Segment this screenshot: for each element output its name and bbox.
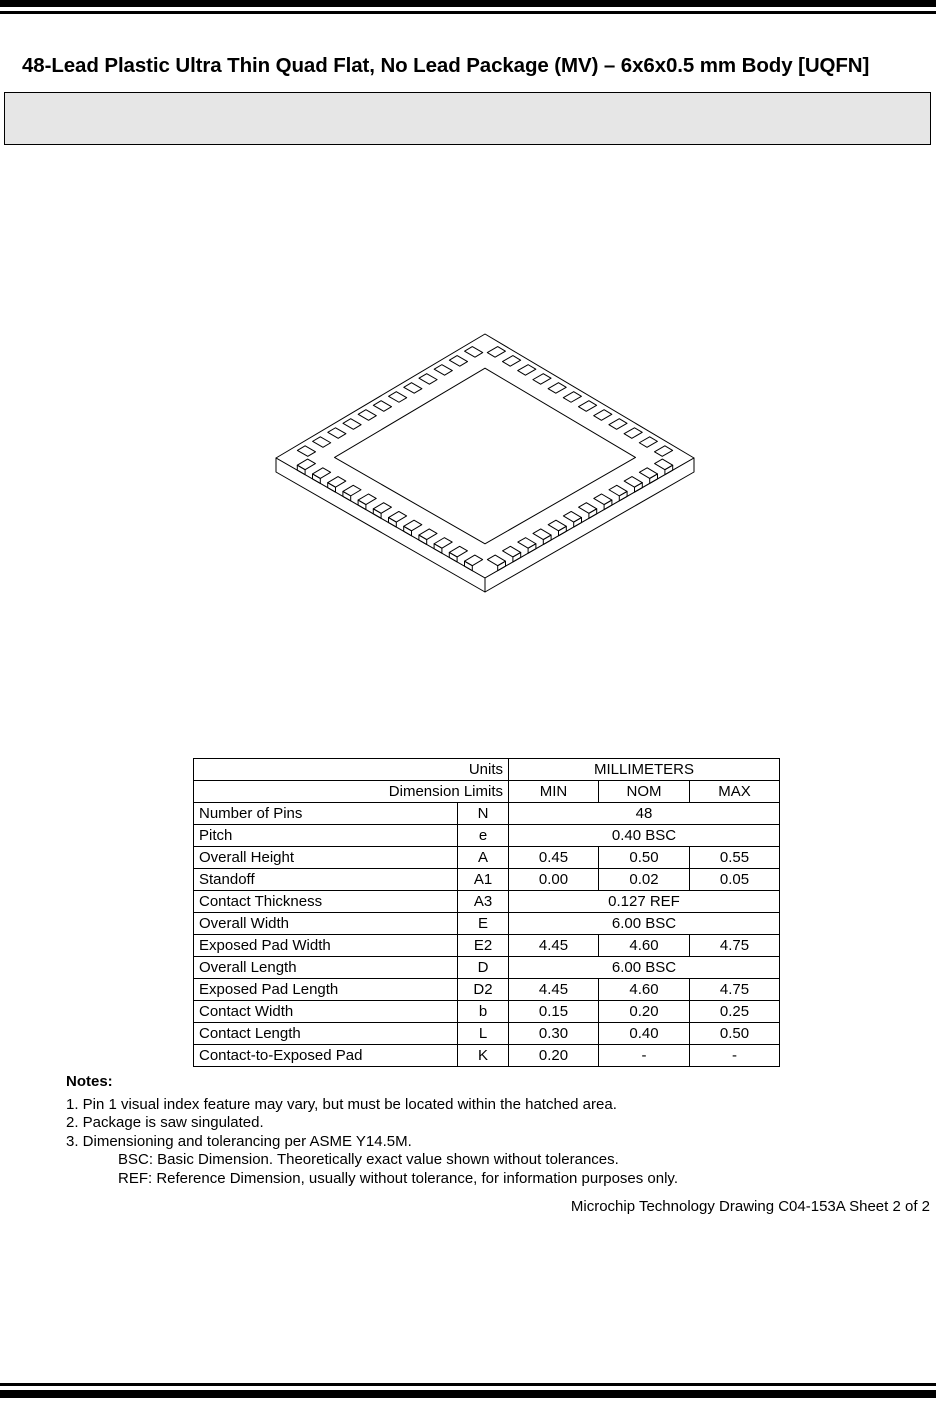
row-label: Standoff (194, 869, 458, 891)
row-symbol: E (458, 913, 509, 935)
row-max: 4.75 (690, 935, 780, 957)
units-value: MILLIMETERS (509, 759, 780, 781)
row-symbol: A (458, 847, 509, 869)
row-value: 0.40 BSC (509, 825, 780, 847)
row-symbol: A3 (458, 891, 509, 913)
row-symbol: A1 (458, 869, 509, 891)
row-max: 0.50 (690, 1023, 780, 1045)
row-symbol: N (458, 803, 509, 825)
row-value: 6.00 BSC (509, 957, 780, 979)
col-nom: NOM (599, 781, 690, 803)
row-min: 0.45 (509, 847, 599, 869)
page-title: 48-Lead Plastic Ultra Thin Quad Flat, No Lead Package (MV) – 6x6x0.5 mm Body [UQFN] (22, 54, 870, 77)
row-min: 4.45 (509, 935, 599, 957)
row-label: Contact-to-Exposed Pad (194, 1045, 458, 1067)
row-nom: 4.60 (599, 979, 690, 1001)
row-label: Overall Height (194, 847, 458, 869)
row-min: 0.15 (509, 1001, 599, 1023)
row-max: 4.75 (690, 979, 780, 1001)
row-label: Contact Length (194, 1023, 458, 1045)
row-min: 4.45 (509, 979, 599, 1001)
row-label: Contact Width (194, 1001, 458, 1023)
top-rule-thin (0, 11, 936, 14)
notes-heading: Notes: (66, 1073, 113, 1090)
table-row (194, 935, 780, 957)
row-nom: 4.60 (599, 935, 690, 957)
row-symbol: D (458, 957, 509, 979)
row-max: 0.25 (690, 1001, 780, 1023)
table-row (194, 957, 780, 979)
col-min: MIN (509, 781, 599, 803)
note-3: 3. Dimensioning and tolerancing per ASME Y14.5M. (66, 1132, 412, 1150)
row-label: Exposed Pad Width (194, 935, 458, 957)
col-max: MAX (690, 781, 780, 803)
table-row (194, 847, 780, 869)
table-row (194, 979, 780, 1001)
row-symbol: D2 (458, 979, 509, 1001)
table-header-limits (194, 781, 780, 803)
row-symbol: E2 (458, 935, 509, 957)
note-ref: REF: Reference Dimension, usually without tolerance, for information purposes only. (118, 1169, 678, 1187)
note-2: 2. Package is saw singulated. (66, 1114, 264, 1131)
row-label: Contact Thickness (194, 891, 458, 913)
row-min: 0.00 (509, 869, 599, 891)
bottom-rule-thick (0, 1390, 936, 1398)
note-1: 1. Pin 1 visual index feature may vary, but must be located within the hatched area. (66, 1095, 617, 1113)
row-value: 6.00 BSC (509, 913, 780, 935)
row-min: 0.20 (509, 1045, 599, 1067)
table-row (194, 891, 780, 913)
table-row (194, 1023, 780, 1045)
notes-section (66, 1073, 926, 1188)
table-row (194, 1045, 780, 1067)
units-label: Units (194, 759, 509, 781)
row-symbol: b (458, 1001, 509, 1023)
row-nom: 0.20 (599, 1001, 690, 1023)
table-row (194, 825, 780, 847)
row-min: 0.30 (509, 1023, 599, 1045)
limits-label: Dimension Limits (194, 781, 509, 803)
row-label: Overall Length (194, 957, 458, 979)
row-nom: - (599, 1045, 690, 1067)
row-value: 0.127 REF (509, 891, 780, 913)
table-row (194, 869, 780, 891)
bottom-rule-thin (0, 1383, 936, 1386)
package-drawing (270, 330, 700, 600)
row-symbol: K (458, 1045, 509, 1067)
note-bsc: BSC: Basic Dimension. Theoretically exact value shown without tolerances. (118, 1151, 619, 1168)
row-max: 0.05 (690, 869, 780, 891)
row-label: Exposed Pad Length (194, 979, 458, 1001)
row-label: Pitch (194, 825, 458, 847)
drawing-reference: Microchip Technology Drawing C04-153A Sheet 2 of 2 (570, 1198, 930, 1215)
table-row (194, 913, 780, 935)
row-nom: 0.02 (599, 869, 690, 891)
table-row (194, 1001, 780, 1023)
table-header-units (194, 759, 780, 781)
row-symbol: L (458, 1023, 509, 1045)
row-max: 0.55 (690, 847, 780, 869)
row-nom: 0.50 (599, 847, 690, 869)
note-box (4, 92, 931, 145)
row-max: - (690, 1045, 780, 1067)
row-value: 48 (509, 803, 780, 825)
row-label: Overall Width (194, 913, 458, 935)
row-symbol: e (458, 825, 509, 847)
row-nom: 0.40 (599, 1023, 690, 1045)
top-rule-thick (0, 0, 936, 7)
row-label: Number of Pins (194, 803, 458, 825)
dimensions-table (193, 758, 780, 1067)
package-top-face (276, 334, 694, 578)
table-row (194, 803, 780, 825)
